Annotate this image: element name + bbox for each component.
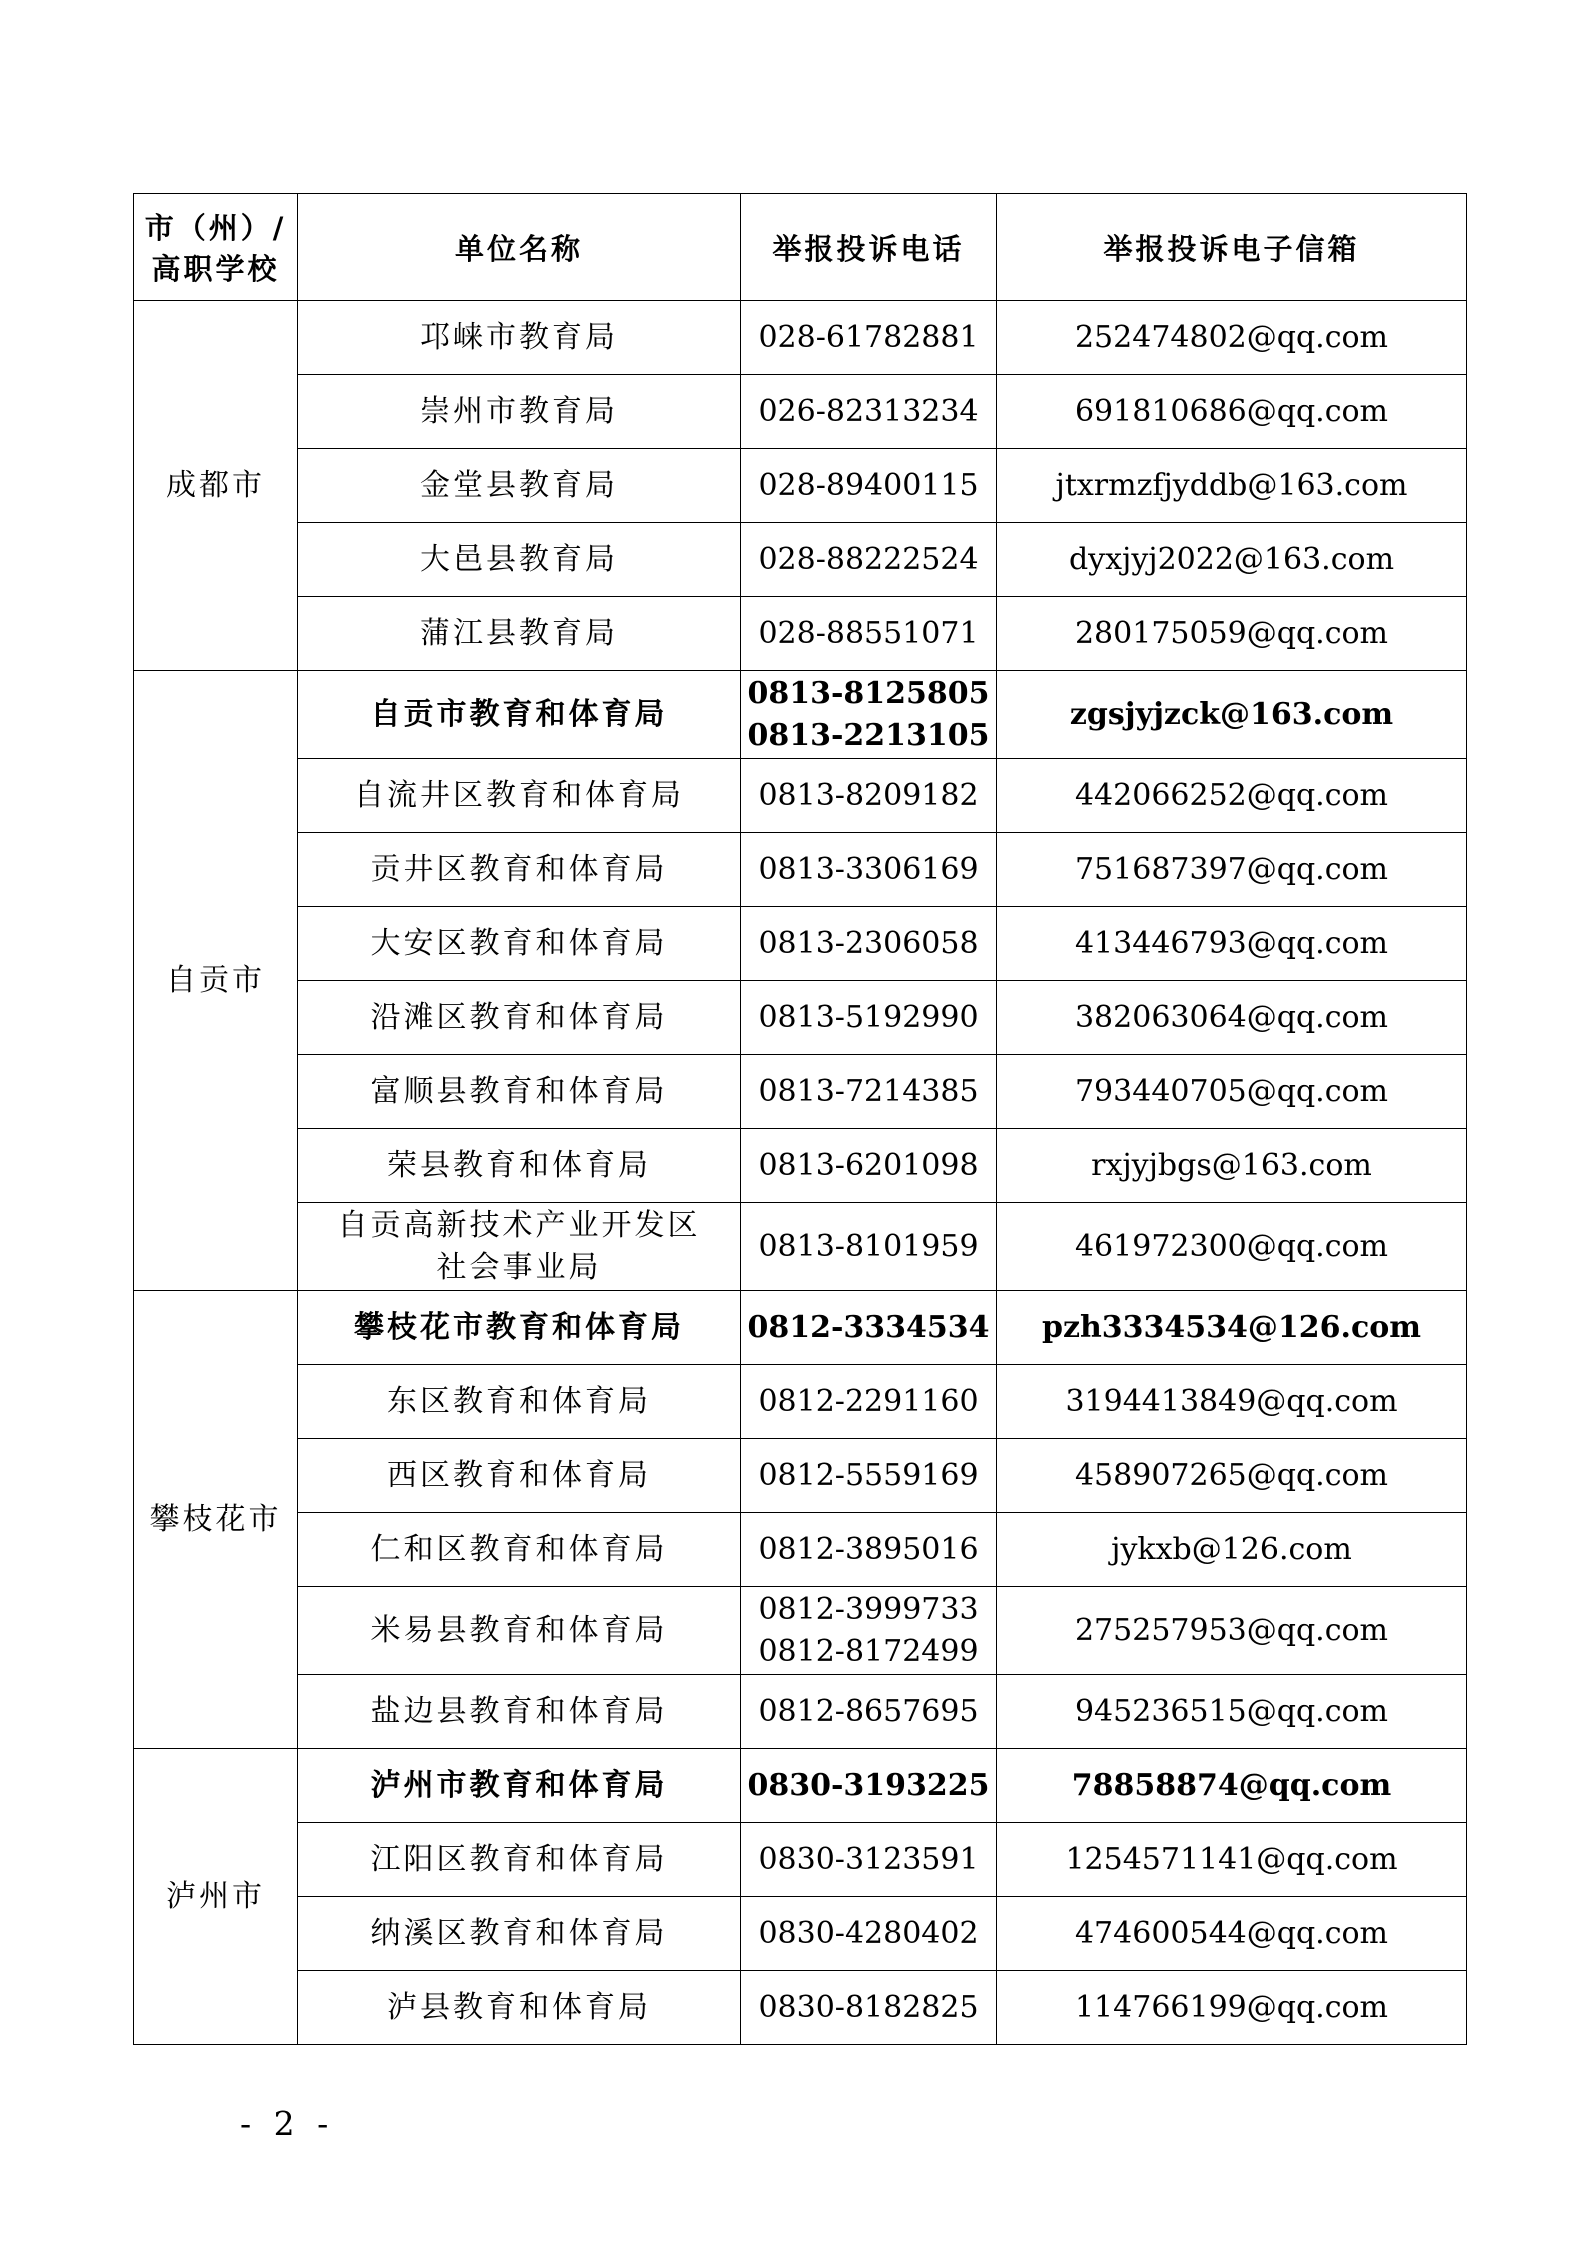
unit-name-line: 大安区教育和体育局: [370, 925, 668, 961]
table-body: [134, 301, 1467, 2045]
email-cell: 1254571141@qq.com: [997, 1823, 1467, 1897]
email-cell: rxjyjbgs@163.com: [997, 1129, 1467, 1203]
phone-cell: [741, 1513, 997, 1587]
table-row: [134, 1587, 1467, 1675]
table-row: [134, 449, 1467, 523]
table-row: [134, 1749, 1467, 1823]
table-row: [134, 1675, 1467, 1749]
email-cell: 442066252@qq.com: [997, 759, 1467, 833]
unit-name-cell: [298, 907, 741, 981]
email-cell: 458907265@qq.com: [997, 1439, 1467, 1513]
phone-cell: [741, 1129, 997, 1203]
unit-name-cell: [298, 375, 741, 449]
table-row: [134, 1439, 1467, 1513]
table-row: [134, 375, 1467, 449]
unit-name-cell: [298, 1897, 741, 1971]
unit-name-cell: [298, 1971, 741, 2045]
unit-name-line: 泸县教育和体育局: [387, 1989, 651, 2025]
table-row: [134, 1203, 1467, 1291]
unit-name-cell: [298, 1587, 741, 1675]
email-cell: 252474802@qq.com: [997, 301, 1467, 375]
phone-number: 0813-3306169: [758, 851, 979, 887]
phone-cell: [741, 449, 997, 523]
phone-number: 0813-2306058: [758, 925, 979, 961]
phone-cell: [741, 375, 997, 449]
unit-name-line: 大邑县教育局: [420, 541, 618, 577]
email-cell: 413446793@qq.com: [997, 907, 1467, 981]
email-cell: 461972300@qq.com: [997, 1203, 1467, 1291]
phone-number: 0830-3193225: [747, 1767, 990, 1803]
email-cell: jtxrmzfjyddb@163.com: [997, 449, 1467, 523]
unit-name-cell: [298, 833, 741, 907]
phone-number: 028-89400115: [758, 467, 979, 503]
phone-cell: [741, 1897, 997, 1971]
unit-name-cell: [298, 1365, 741, 1439]
unit-name-cell: [298, 1513, 741, 1587]
table-row: [134, 1513, 1467, 1587]
phone-cell: [741, 597, 997, 671]
phone-cell: [741, 1823, 997, 1897]
table-row: [134, 1291, 1467, 1365]
unit-name-cell: [298, 759, 741, 833]
phone-cell: [741, 907, 997, 981]
table-row: [134, 597, 1467, 671]
header-region: [134, 194, 298, 301]
header-unit: 单位名称: [298, 194, 741, 301]
email-cell: 691810686@qq.com: [997, 375, 1467, 449]
unit-name-line: 荣县教育和体育局: [387, 1147, 651, 1183]
email-cell: 751687397@qq.com: [997, 833, 1467, 907]
header-phone: 举报投诉电话: [741, 194, 997, 301]
unit-name-line: 沿滩区教育和体育局: [370, 999, 668, 1035]
unit-name-cell: [298, 1749, 741, 1823]
table-row: [134, 833, 1467, 907]
table-row: [134, 1971, 1467, 2045]
contact-table: [133, 193, 1467, 2045]
phone-cell: [741, 1291, 997, 1365]
phone-number: 0813-7214385: [758, 1073, 979, 1109]
email-cell: 793440705@qq.com: [997, 1055, 1467, 1129]
phone-number: 0812-8172499: [758, 1633, 979, 1669]
email-cell: 114766199@qq.com: [997, 1971, 1467, 2045]
table-row: [134, 981, 1467, 1055]
phone-cell: [741, 1587, 997, 1675]
unit-name-line: 自流井区教育和体育局: [354, 777, 684, 813]
unit-name-line: 攀枝花市教育和体育局: [354, 1309, 684, 1345]
unit-name-line: 仁和区教育和体育局: [370, 1531, 668, 1567]
email-cell: 78858874@qq.com: [997, 1749, 1467, 1823]
phone-cell: [741, 301, 997, 375]
header-region-line-2: 高职学校: [151, 252, 280, 286]
table-row: [134, 1129, 1467, 1203]
phone-number: 0813-8209182: [758, 777, 979, 813]
phone-cell: [741, 1439, 997, 1513]
phone-number: 028-88551071: [758, 615, 979, 651]
phone-cell: [741, 523, 997, 597]
phone-cell: [741, 1055, 997, 1129]
phone-number: 0812-3334534: [747, 1309, 990, 1345]
email-cell: 474600544@qq.com: [997, 1897, 1467, 1971]
phone-cell: [741, 1203, 997, 1291]
phone-cell: [741, 1675, 997, 1749]
email-cell: jykxb@126.com: [997, 1513, 1467, 1587]
email-cell: 3194413849@qq.com: [997, 1365, 1467, 1439]
phone-number: 028-61782881: [758, 319, 979, 355]
unit-name-line: 蒲江县教育局: [420, 615, 618, 651]
unit-name-cell: [298, 449, 741, 523]
phone-number: 0812-8657695: [758, 1693, 979, 1729]
table-row: [134, 907, 1467, 981]
region-cell: 泸州市: [134, 1749, 298, 2045]
unit-name-line: 西区教育和体育局: [387, 1457, 651, 1493]
table-row: [134, 759, 1467, 833]
phone-number: 0813-8125805: [747, 675, 990, 711]
table-row: [134, 671, 1467, 759]
header-region-line-1: 市（州）/: [144, 211, 287, 245]
phone-cell: [741, 1365, 997, 1439]
phone-number: 0813-2213105: [747, 717, 990, 753]
email-cell: 382063064@qq.com: [997, 981, 1467, 1055]
region-cell: 成都市: [134, 301, 298, 671]
unit-name-line: 自贡高新技术产业开发区: [337, 1207, 701, 1243]
phone-cell: [741, 981, 997, 1055]
email-cell: 275257953@qq.com: [997, 1587, 1467, 1675]
phone-number: 0813-8101959: [758, 1228, 979, 1264]
header-row: [134, 194, 1467, 301]
unit-name-line: 纳溪区教育和体育局: [370, 1915, 668, 1951]
phone-number: 026-82313234: [758, 393, 979, 429]
phone-number: 0813-6201098: [758, 1147, 979, 1183]
phone-number: 0830-8182825: [758, 1989, 979, 2025]
email-cell: 945236515@qq.com: [997, 1675, 1467, 1749]
unit-name-cell: [298, 671, 741, 759]
unit-name-cell: [298, 597, 741, 671]
unit-name-cell: [298, 1129, 741, 1203]
phone-number: 0812-5559169: [758, 1457, 979, 1493]
unit-name-line: 社会事业局: [436, 1249, 602, 1285]
table-row: [134, 523, 1467, 597]
unit-name-line: 贡井区教育和体育局: [370, 851, 668, 887]
region-cell: 攀枝花市: [134, 1291, 298, 1749]
page-number: - 2 -: [240, 2104, 335, 2143]
unit-name-cell: [298, 1439, 741, 1513]
phone-cell: [741, 759, 997, 833]
unit-name-cell: [298, 1823, 741, 1897]
phone-number: 0813-5192990: [758, 999, 979, 1035]
unit-name-line: 富顺县教育和体育局: [370, 1073, 668, 1109]
phone-number: 0812-3895016: [758, 1531, 979, 1567]
unit-name-line: 邛崃市教育局: [420, 319, 618, 355]
phone-number: 0812-3999733: [758, 1591, 979, 1627]
unit-name-cell: [298, 1203, 741, 1291]
header-email: 举报投诉电子信箱: [997, 194, 1467, 301]
table-row: [134, 1897, 1467, 1971]
email-cell: dyxjyj2022@163.com: [997, 523, 1467, 597]
unit-name-cell: [298, 1055, 741, 1129]
unit-name-line: 自贡市教育和体育局: [370, 696, 668, 732]
phone-cell: [741, 671, 997, 759]
phone-number: 028-88222524: [758, 541, 979, 577]
phone-number: 0830-3123591: [758, 1841, 979, 1877]
unit-name-cell: [298, 981, 741, 1055]
unit-name-line: 东区教育和体育局: [387, 1383, 651, 1419]
phone-cell: [741, 833, 997, 907]
table-row: [134, 1823, 1467, 1897]
phone-cell: [741, 1749, 997, 1823]
email-cell: zgsjyjzck@163.com: [997, 671, 1467, 759]
unit-name-line: 泸州市教育和体育局: [370, 1767, 668, 1803]
email-cell: 280175059@qq.com: [997, 597, 1467, 671]
unit-name-line: 金堂县教育局: [420, 467, 618, 503]
unit-name-cell: [298, 301, 741, 375]
table-row: [134, 1365, 1467, 1439]
region-cell: 自贡市: [134, 671, 298, 1291]
unit-name-cell: [298, 523, 741, 597]
unit-name-line: 米易县教育和体育局: [370, 1612, 668, 1648]
unit-name-cell: [298, 1675, 741, 1749]
email-cell: pzh3334534@126.com: [997, 1291, 1467, 1365]
unit-name-cell: [298, 1291, 741, 1365]
phone-number: 0830-4280402: [758, 1915, 979, 1951]
unit-name-line: 崇州市教育局: [420, 393, 618, 429]
unit-name-line: 江阳区教育和体育局: [370, 1841, 668, 1877]
phone-cell: [741, 1971, 997, 2045]
unit-name-line: 盐边县教育和体育局: [370, 1693, 668, 1729]
table-row: [134, 1055, 1467, 1129]
phone-number: 0812-2291160: [758, 1383, 979, 1419]
table-row: [134, 301, 1467, 375]
